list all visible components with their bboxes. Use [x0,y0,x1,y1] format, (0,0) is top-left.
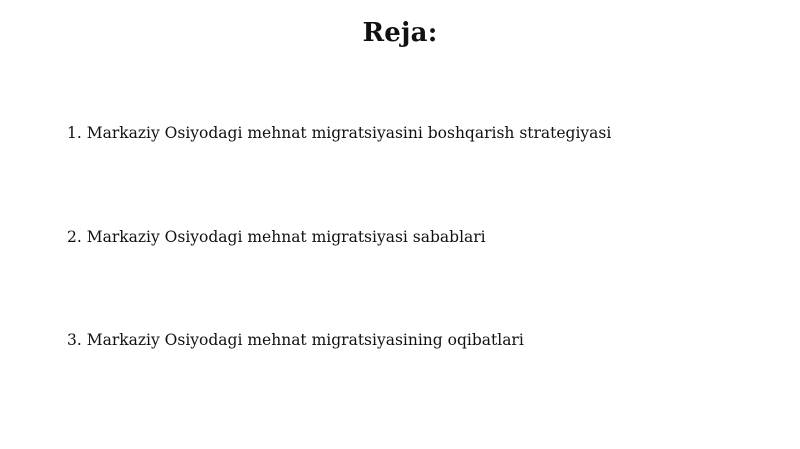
agenda-item-2: 2. Markaziy Osiyodagi mehnat migratsiyasi sabablari [67,228,486,246]
agenda-item-1: 1. Markaziy Osiyodagi mehnat migratsiyasini boshqarish strategiyasi [67,124,612,142]
slide-title: Reja: [362,18,438,48]
agenda-item-3: 3. Markaziy Osiyodagi mehnat migratsiyasining oqibatlari [67,331,524,349]
